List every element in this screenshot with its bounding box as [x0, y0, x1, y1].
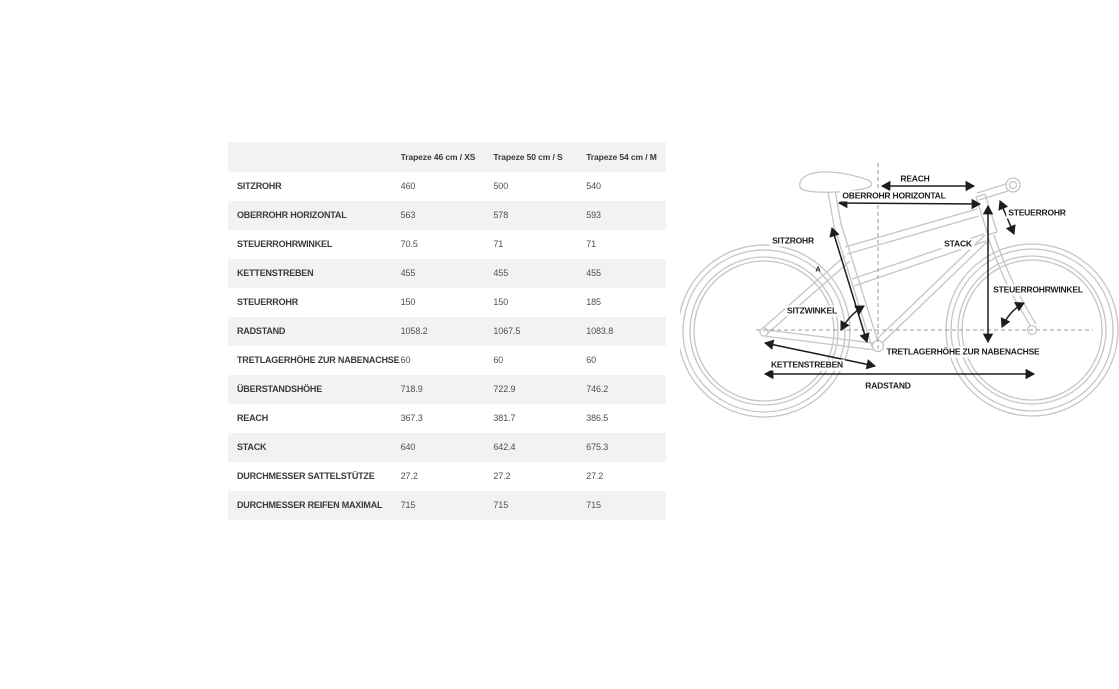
row-label: STEUERROHR	[237, 297, 299, 307]
row-value: 715	[400, 500, 416, 510]
row-label: DURCHMESSER SATTELSTÜTZE	[237, 471, 375, 481]
diagram-label-tretlagerhoehe: TRETLAGERHÖHE ZUR NABENACHSE	[886, 346, 1040, 357]
row-value: 460	[400, 181, 416, 191]
row-label: REACH	[237, 413, 269, 423]
row-label: SITZROHR	[237, 181, 282, 191]
table-row-reach	[228, 404, 666, 433]
table-row-ueberstandshoehe	[228, 375, 666, 404]
row-label: RADSTAND	[237, 326, 286, 336]
column-header-s: Trapeze 50 cm / S	[493, 152, 563, 162]
diagram-label-reach: REACH	[900, 173, 930, 184]
table-row-sattelstuetze	[228, 462, 666, 491]
row-value: 578	[493, 210, 509, 220]
geometry-table	[228, 142, 666, 520]
row-value: 27.2	[586, 471, 604, 481]
row-value: 367.3	[400, 413, 423, 423]
row-value: 185	[586, 297, 601, 307]
table-row-oberrohr	[228, 201, 666, 230]
diagram-label-radstand: RADSTAND	[865, 380, 911, 391]
diagram-label-steuerrohr: STEUERROHR	[1008, 207, 1066, 218]
oberrohr-arrow	[839, 203, 980, 204]
row-value: 540	[586, 181, 601, 191]
row-value: 746.2	[586, 384, 609, 394]
diagram-label-sitzrohr: SITZROHR	[772, 235, 814, 246]
row-value: 715	[493, 500, 509, 510]
row-value: 386.5	[586, 413, 609, 423]
row-value: 150	[400, 297, 416, 307]
table-row-steuerrohr	[228, 288, 666, 317]
row-label: TRETLAGERHÖHE ZUR NABENACHSE	[237, 355, 400, 365]
row-value: 675.3	[586, 442, 609, 452]
row-value: 500	[493, 181, 509, 191]
row-value: 381.7	[493, 413, 516, 423]
table-row-radstand	[228, 317, 666, 346]
diagram-label-oberrohr: OBERROHR HORIZONTAL	[842, 190, 946, 201]
row-value: 1083.8	[586, 326, 614, 336]
row-value: 642.4	[493, 442, 516, 452]
row-value: 70.5	[400, 239, 418, 249]
row-value: 71	[586, 239, 596, 249]
diagram-label-kettenstreben: KETTENSTREBEN	[770, 359, 844, 370]
table-header-row	[228, 142, 666, 172]
row-value: 71	[493, 239, 504, 249]
header-spacer	[228, 142, 401, 172]
row-value: 455	[586, 268, 601, 278]
row-label: KETTENSTREBEN	[237, 268, 314, 278]
row-value: 640	[400, 442, 416, 452]
row-label: ÜBERSTANDSHÖHE	[237, 384, 323, 394]
row-value: 593	[586, 210, 601, 220]
row-value: 1067.5	[493, 326, 521, 336]
row-value: 715	[586, 500, 601, 510]
diagram-label-a-mark: A	[815, 264, 821, 274]
table-row-tretlagerhoehe	[228, 346, 666, 375]
row-value: 60	[586, 355, 596, 365]
row-value: 718.9	[400, 384, 423, 394]
table-row-reifen-maximal	[228, 491, 666, 520]
table-row-stack	[228, 433, 666, 462]
diagram-label-steuerrohrwinkel: STEUERROHRWINKEL	[993, 284, 1083, 295]
row-value: 722.9	[493, 384, 516, 394]
steuerrohrwinkel-arc	[1002, 303, 1024, 327]
row-label: STEUERROHRWINKEL	[237, 239, 333, 249]
row-value: 60	[400, 355, 411, 365]
table-row-steuerrohrwinkel	[228, 230, 666, 259]
table-row-sitzrohr	[228, 172, 666, 201]
row-value: 150	[493, 297, 509, 307]
row-value: 563	[400, 210, 416, 220]
row-value: 60	[493, 355, 504, 365]
row-value: 1058.2	[400, 326, 428, 336]
diagram-label-stack: STACK	[944, 238, 972, 249]
row-value: 27.2	[493, 471, 511, 481]
bike-geometry-diagram	[680, 150, 1119, 425]
column-header-xs: Trapeze 46 cm / XS	[400, 152, 476, 162]
row-label: OBERROHR HORIZONTAL	[237, 210, 347, 220]
table-row-kettenstreben	[228, 259, 666, 288]
row-label: STACK	[237, 442, 267, 452]
row-value: 27.2	[400, 471, 418, 481]
diagram-label-sitzwinkel: SITZWINKEL	[787, 305, 837, 316]
row-value: 455	[400, 268, 416, 278]
row-label: DURCHMESSER REIFEN MAXIMAL	[237, 500, 383, 510]
column-header-m: Trapeze 54 cm / M	[586, 152, 657, 162]
row-value: 455	[493, 268, 509, 278]
